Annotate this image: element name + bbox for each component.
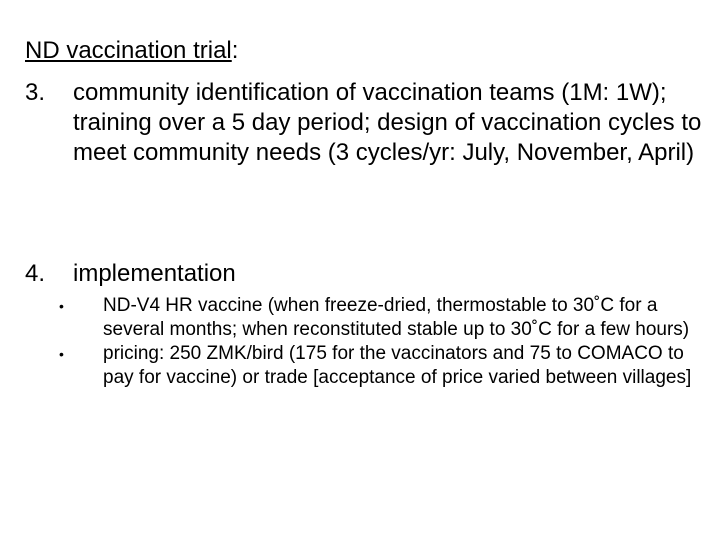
bullet-text: pricing: 250 ZMK/bird (175 for the vaccinators and 75 to COMACO to pay for vaccine) or trade [acceptance of price varied between villages]	[103, 343, 692, 388]
bullet-text: ND-V4 HR vaccine (when freeze-dried, thermostable to 30˚C for a several months; when reconstituted stable up to 30˚C for a few hours)	[103, 295, 690, 340]
heading-title: ND vaccination trial	[25, 37, 232, 64]
list-number: 4.	[25, 260, 46, 287]
list-text: implementation	[73, 260, 236, 287]
slide-heading	[25, 36, 238, 66]
bullet-item	[55, 342, 710, 390]
list-item-4	[25, 259, 705, 289]
bullet-icon: •	[59, 298, 64, 314]
list-text: community identification of vaccination teams (1M: 1W); training over a 5 day period; design of vaccination cycles to meet community needs (3 cycles/yr: July, November, April)	[73, 79, 702, 166]
bullet-icon: •	[59, 346, 64, 362]
bullet-item	[55, 294, 710, 342]
list-number: 3.	[25, 79, 46, 106]
heading-colon: :	[231, 37, 239, 64]
list-item-3	[25, 78, 705, 168]
sub-bullet-list	[55, 294, 710, 390]
